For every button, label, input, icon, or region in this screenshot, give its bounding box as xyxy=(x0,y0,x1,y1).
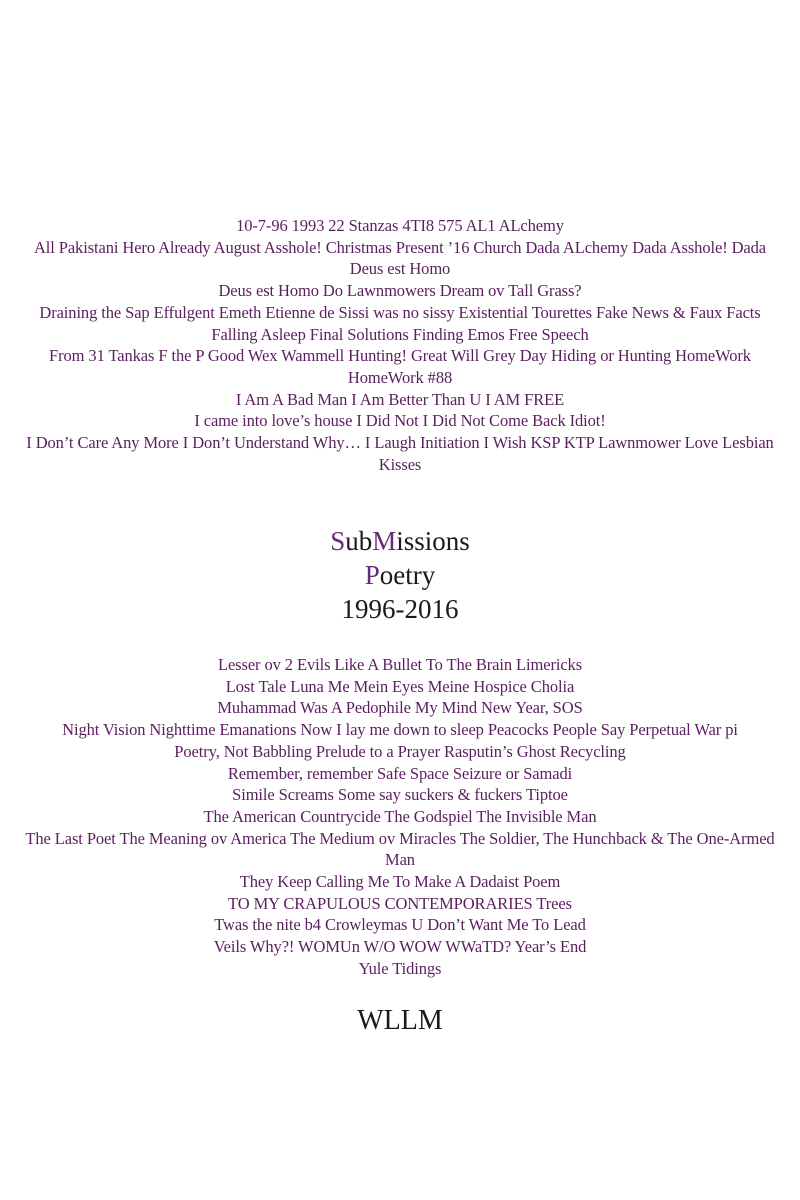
title-text: issions xyxy=(396,526,470,556)
title-accent-letter: S xyxy=(330,526,346,556)
book-years: 1996-2016 xyxy=(341,594,459,624)
poem-title-line: Deus est Homo Do Lawnmowers Dream ov Tall Grass? xyxy=(218,281,582,301)
poem-titles-top xyxy=(20,215,780,475)
poem-title-line: I Don’t Care Any More I Don’t Understand Why… I Laugh Initiation I Wish KSP KTP Lawnmower Love Lesbian Kisses xyxy=(26,433,774,474)
poem-title-line: From 31 Tankas F the P Good Wex Wammell Hunting! Great Will Grey Day Hiding or Hunting HomeWork HomeWork #88 xyxy=(49,346,751,387)
book-title-line-1 xyxy=(0,524,800,558)
poem-title-line: Falling Asleep Final Solutions Finding Emos Free Speech xyxy=(211,324,589,344)
book-title xyxy=(0,524,800,626)
poem-title-line: Remember, remember Safe Space Seizure or Samadi xyxy=(227,763,573,783)
poem-title-line: TO MY CRAPULOUS CONTEMPORARIES Trees xyxy=(228,893,572,913)
poem-title-line: Lost Tale Luna Me Mein Eyes Meine Hospice Cholia xyxy=(225,676,575,696)
poem-title-line: Twas the nite b4 Crowleymas U Don’t Want Me To Lead xyxy=(214,915,586,935)
title-text: ub xyxy=(345,526,373,556)
poem-title-line: Yule Tidings xyxy=(358,958,442,978)
poem-title-line: Lesser ov 2 Evils Like A Bullet To The Brain Limericks xyxy=(217,655,583,674)
poem-title-line: 10-7-96 1993 22 Stanzas 4TI8 575 AL1 ALchemy xyxy=(236,216,564,235)
poem-title-line: Night Vision Nighttime Emanations Now I lay me down to sleep Peacocks People Say Perpetual War pi xyxy=(62,720,738,740)
subtitle-accent-letter: P xyxy=(364,560,380,590)
poem-title-line: Muhammad Was A Pedophile My Mind New Year, SOS xyxy=(217,698,583,718)
poem-title-line: Simile Screams Some say suckers & fuckers Tiptoe xyxy=(232,785,568,805)
poem-title-line: I came into love’s house I Did Not I Did Not Come Back Idiot! xyxy=(194,411,606,431)
book-subtitle xyxy=(0,558,800,592)
poem-title-line: They Keep Calling Me To Make A Dadaist Poem xyxy=(239,872,561,892)
poem-titles-bottom xyxy=(20,654,780,980)
title-accent-letter: M xyxy=(372,526,397,556)
poem-title-line: Draining the Sap Effulgent Emeth Etienne de Sissi was no sissy Existential Tourettes Fake News & Faux Facts xyxy=(39,302,761,322)
poem-title-line: The American Countrycide The Godspiel The Invisible Man xyxy=(203,806,597,826)
poem-title-line: All Pakistani Hero Already August Asshole! Christmas Present ’16 Church Dada ALchemy Dada Asshole! Dada Deus est Homo xyxy=(33,237,767,279)
poem-title-line: The Last Poet The Meaning ov America The Medium ov Miracles The Soldier, The Hunchback & The One-Armed Man xyxy=(25,828,775,870)
subtitle-text: oetry xyxy=(379,560,436,590)
poem-title-line: Veils Why?! WOMUn W/O WOW WWaTD? Year’s End xyxy=(213,937,587,957)
author-name: WLLM xyxy=(357,1005,443,1036)
poem-title-line: I Am A Bad Man I Am Better Than U I AM FREE xyxy=(235,389,565,409)
poem-title-line: Poetry, Not Babbling Prelude to a Prayer Rasputin’s Ghost Recycling xyxy=(174,741,626,761)
